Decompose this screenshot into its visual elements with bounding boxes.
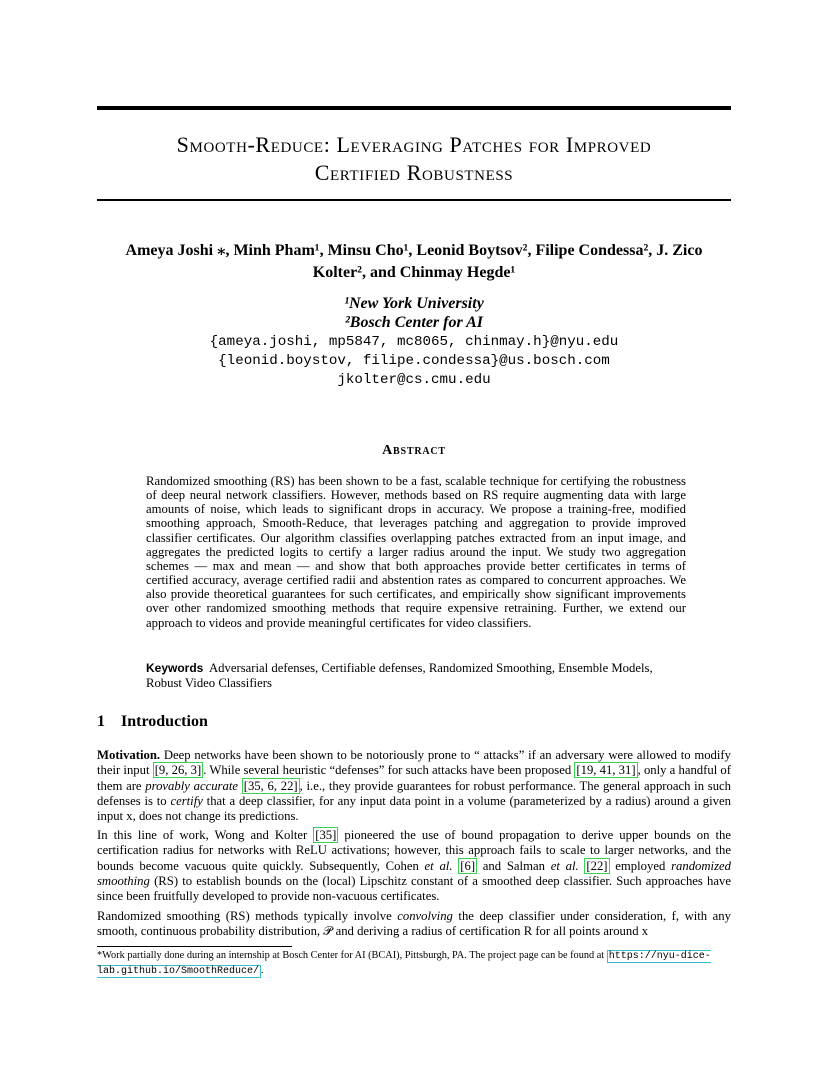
paper-title-line-1: Smooth-Reduce: Leveraging Patches for Improved (176, 132, 652, 157)
keywords-text: Adversarial defenses, Certifiable defenses, Randomized Smoothing, Ensemble Models, Robust Video Classifiers (146, 661, 653, 690)
email-line-3: jkolter@cs.cmu.edu (337, 372, 491, 388)
project-page-link[interactable]: https://nyu-dice-lab.github.io/SmoothReduce/ (97, 951, 711, 977)
paragraph-randomized-smoothing: Randomized smoothing (RS) methods typically involve convolving the deep classifier under consideration, f, with any smooth, continuous probability distribution, 𝒫 and deriving a radius of certification R for all points around x (97, 909, 731, 939)
keywords (146, 661, 686, 691)
title-bottom-rule (97, 199, 731, 201)
citation-link[interactable]: [22] (586, 858, 608, 873)
citation-link[interactable]: [9, 26, 3] (154, 763, 202, 778)
keywords-label: Keywords (146, 661, 204, 675)
paper-title-line-2: Certified Robustness (314, 160, 514, 185)
abstract-heading: Abstract (382, 443, 446, 458)
citation-link[interactable]: [6] (460, 858, 476, 873)
footnote: *Work partially done during an internship at Bosch Center for AI (BCAI), Pittsburgh, PA. The project page can be found at https://nyu-dice-lab.github.io/SmoothReduce/ . (97, 950, 711, 977)
email-line-1: {ameya.joshi, mp5847, mc8065, chinmay.h}@nyu.edu (209, 334, 619, 350)
author-list: Ameya Joshi ⁎, Minh Pham¹, Minsu Cho¹, Leonid Boytsov², Filipe Condessa², J. Zico Kolter², and Chinmay Hegde¹ (125, 242, 703, 281)
section-heading: 1 Introduction (97, 713, 208, 730)
top-rule (97, 106, 731, 110)
email-line-2: {leonid.boystov, filipe.condessa}@us.bosch.com (218, 353, 610, 369)
citation-link[interactable]: [35] (315, 828, 337, 842)
footnote-rule (97, 946, 292, 947)
affiliation-2: ²Bosch Center for AI (345, 314, 483, 331)
citation-link[interactable]: [19, 41, 31] (576, 763, 636, 778)
paragraph-prior-work: In this line of work, Wong and Kolter [35] pioneered the use of bound propagation to derive upper bounds on the certification radius for networks with ReLU activations; however, this approach fails to scale to larger networks, and the bounds become vacuous quite quickly. Subsequently, Cohen et al. [6] and Salman et al. [22] employed randomized smoothing (RS) to establish bounds on the (local) Lipschitz constant of a smoothed deep classifier. Such approaches have since been fruitfully developed to provide non-vacuous certificates. (97, 828, 731, 904)
abstract-text: Randomized smoothing (RS) has been shown to be a fast, scalable technique for certifying the robustness of deep neural network classifiers. However, methods based on RS require augmenting data with large amounts of noise, which leads to significant drops in accuracy. We propose a training-free, modified smoothing approach, Smooth-Reduce, that leverages patching and aggregation to provide improved classifier certificates. Our algorithm classifies overlapping patches extracted from an input image, and aggregates the predicted logits to certify a larger radius around the input. We study two aggregation schemes — max and mean — and show that both approaches provide better certificates in terms of certified accuracy, average certified radii and abstention rates as compared to concurrent approaches. We also provide theoretical guarantees for such certificates, and empirically show significant improvements over other randomized smoothing methods that require expensive retraining. Further, we extend our approach to videos and provide meaningful certificates for video classifiers. (146, 474, 686, 630)
citation-link[interactable]: [35, 6, 22] (243, 778, 298, 793)
affiliation-1: ¹New York University (344, 295, 484, 312)
paragraph-motivation: Motivation. Deep networks have been shown to be notoriously prone to “ attacks” if an adversary were allowed to modify their input [9, 26, 3] . While several heuristic “defenses” for such attacks have been proposed [19, 41, 31] , only a handful of them are provably accurate [35, 6, 22] , i.e., they provide guarantees for robust performance. The general approach in such defenses is to certify that a deep classifier, for any input data point in a volume (parameterized by a radius) around a given input x, does not change its predictions. (97, 748, 732, 824)
